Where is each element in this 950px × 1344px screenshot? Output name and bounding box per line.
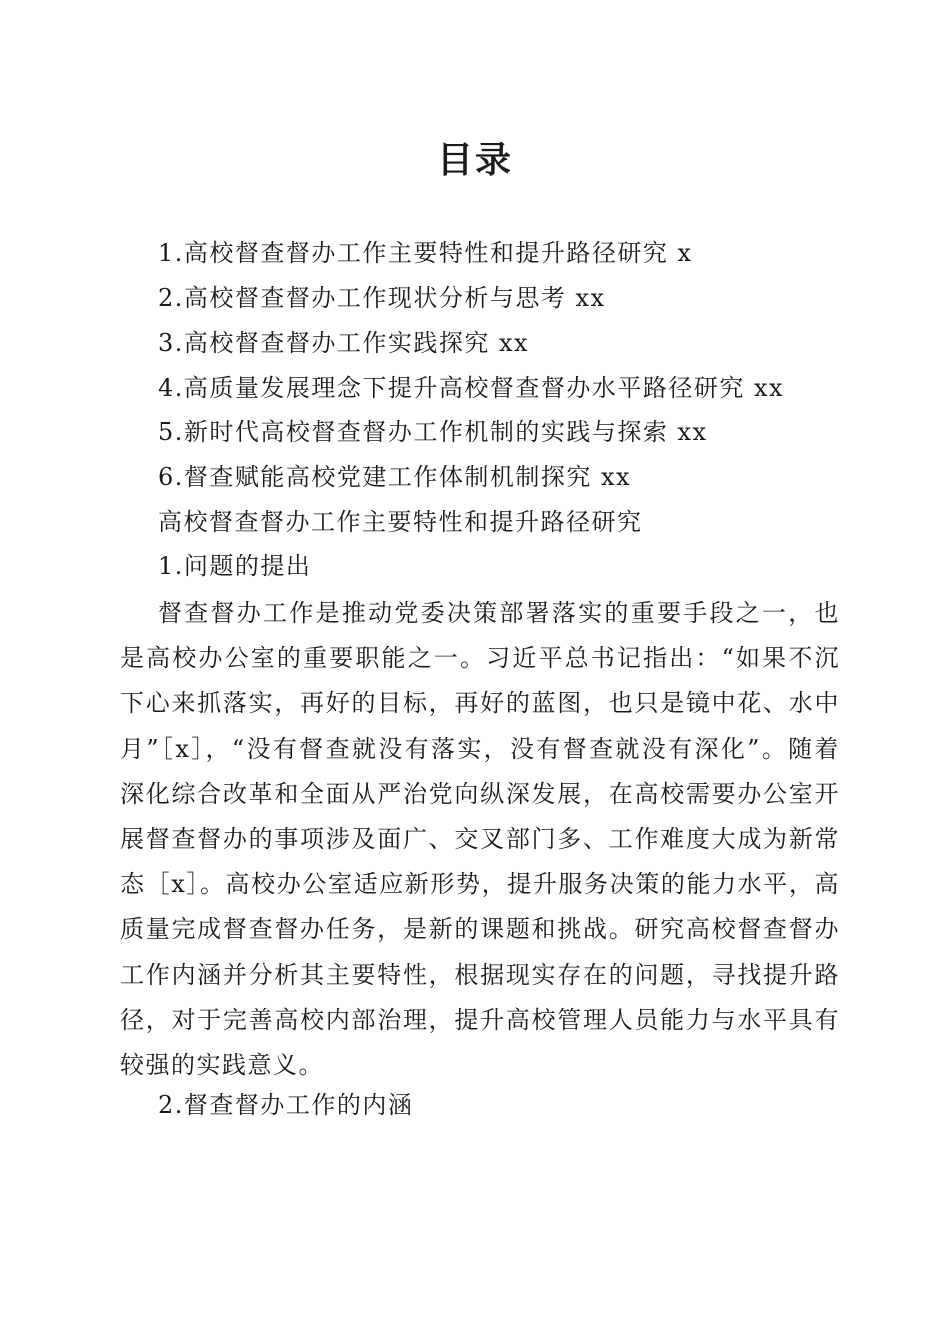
page-title: 目录 (436, 139, 513, 181)
toc-item-6: 6.督查赋能高校党建工作体制机制探究 xx (158, 463, 632, 491)
article-title: 高校督查督办工作主要特性和提升路径研究 (158, 508, 643, 536)
section-2-heading: 2.督查督办工作的内涵 (158, 1091, 414, 1119)
toc-item-5: 5.新时代高校督查督办工作机制的实践与探索 xx (158, 418, 708, 446)
toc-item-1: 1.高校督查督办工作主要特性和提升路径研究 x (158, 239, 693, 267)
toc-item-2: 2.高校督查督办工作现状分析与思考 xx (158, 284, 606, 312)
toc-item-3: 3.高校督查督办工作实践探究 xx (158, 329, 530, 357)
toc-item-4: 4.高质量发展理念下提升高校督查督办水平路径研究 xx (158, 374, 785, 402)
section-1-heading: 1.问题的提出 (158, 552, 312, 580)
section-1-paragraph: 督查督办工作是推动党委决策部署落实的重要手段之一，也是高校办公室的重要职能之一。习近平总书记指出：“如果不沉下心来抓落实，再好的目标，再好的蓝图，也只是镜中花、水中月”［x］，“没有督查就没有落实，没有督查就没有深化”。随着深化综合改革和全面从严治党向纵深发展，在高校需要办公室开展督查督办的事项涉及面广、交叉部门多、工作难度大成为新常态［x］。高校办公室适应新形势，提升服务决策的能力水平，高质量完成督查督办任务，是新的课题和挑战。研究高校督查督办工作内涵并分析其主要特性，根据现实存在的问题，寻找提升路径，对于完善高校内部治理，提升高校管理人员能力与水平具有较强的实践意义。 (120, 599, 840, 1080)
